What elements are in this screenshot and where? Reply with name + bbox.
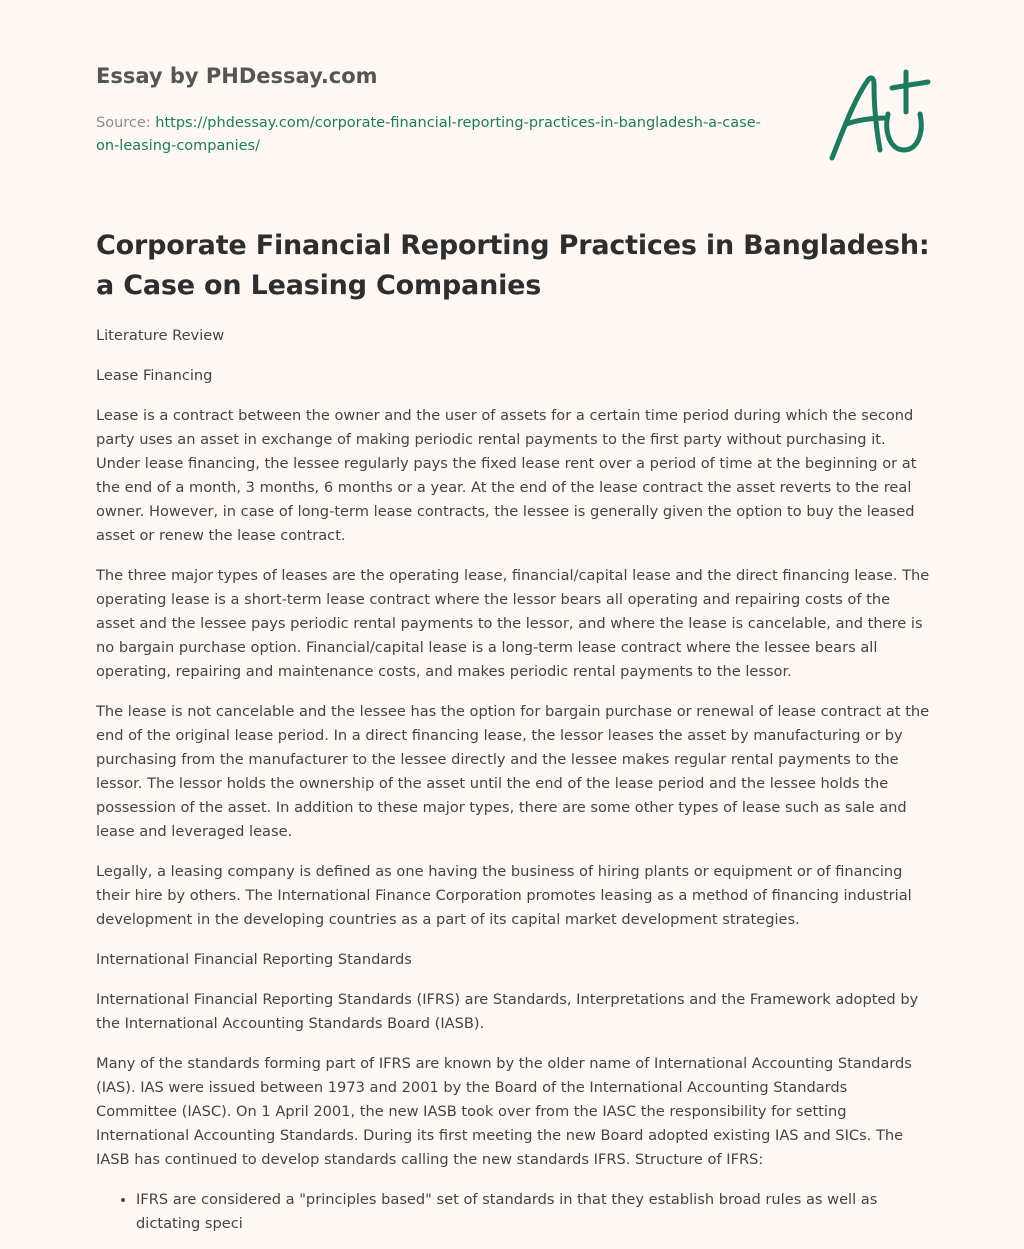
a-plus-logo-icon [824, 66, 934, 166]
section-heading-lease-financing: Lease Financing [96, 367, 213, 384]
list-item: • IFRS are considered a "principles based" set of standards in that they establish broad rules as well as dictating speci [136, 1188, 932, 1236]
paragraph-6: Many of the standards forming part of IFRS are known by the older name of International Accounting Standards (IAS). IAS were issued between 1973 and 2001 by the Board of the International Accounting Standards Committee (IASC). On 1 April 2001, the new IASB took over from the IASC the responsibility for setting International Accounting Standards. During its first meeting the new Board adopted existing IAS and SICs. The IASB has continued to develop standards calling the new standards IFRS. Structure of IFRS: [96, 1055, 912, 1168]
paragraph-1: Lease is a contract between the owner and the user of assets for a certain time period during which the second party uses an asset in exchange of making periodic rental payments to the first party without purchasing it. Under lease financing, the lessee regularly pays the fixed lease rent over a period of time at the beginning or at the end of a month, 3 months, 6 months or a year. At the end of the lease contract the asset reverts to the real owner. However, in case of long-term lease contracts, the lessee is generally given the option to buy the leased asset or renew the lease contract. [96, 407, 917, 544]
section-heading-literature-review: Literature Review [96, 327, 225, 344]
source-line [96, 112, 776, 158]
brand-title: Essay by PHDessay.com [96, 64, 378, 88]
ifrs-structure-list [96, 1188, 932, 1236]
paragraph-5: International Financial Reporting Standards (IFRS) are Standards, Interpretations and the Framework adopted by the International Accounting Standards Board (IASB). [96, 991, 919, 1032]
paragraph-4: Legally, a leasing company is defined as one having the business of hiring plants or equipment or of financing their hire by others. The International Finance Corporation promotes leasing as a method of financing industrial development in the developing countries as a part of its capital market development strategies. [96, 863, 912, 928]
source-label: Source: [96, 115, 156, 131]
section-heading-ifrs: International Financial Reporting Standards [96, 951, 412, 968]
essay-title: Corporate Financial Reporting Practices in Bangladesh: a Case on Leasing Companies [96, 230, 930, 301]
source-link[interactable]: https://phdessay.com/corporate-financial-reporting-practices-in-bangladesh-a-case-on-leasing-companies/ [96, 115, 761, 154]
paragraph-2: The three major types of leases are the operating lease, financial/capital lease and the direct financing lease. The operating lease is a short-term lease contract where the lessor bears all operating and repairing costs of the asset and the lessee pays periodic rental payments to the lessor, and where the lease is cancelable, and there is no bargain purchase option. Financial/capital lease is a long-term lease contract where the lessee bears all operating, repairing and maintenance costs, and makes periodic rental payments to the lessor. [96, 567, 930, 680]
essay-body [96, 324, 932, 1236]
paragraph-3: The lease is not cancelable and the lessee has the option for bargain purchase or renewal of lease contract at the end of the original lease period. In a direct financing lease, the lessor leases the asset by manufacturing or by purchasing from the manufacturer to the lessee directly and the lessee makes regular rental payments to the lessor. The lessor holds the ownership of the asset until the end of the lease period and the lessee holds the possession of the asset. In addition to these major types, there are some other types of lease such as sale and lease and leveraged lease. [96, 703, 930, 840]
page-header [96, 0, 928, 200]
